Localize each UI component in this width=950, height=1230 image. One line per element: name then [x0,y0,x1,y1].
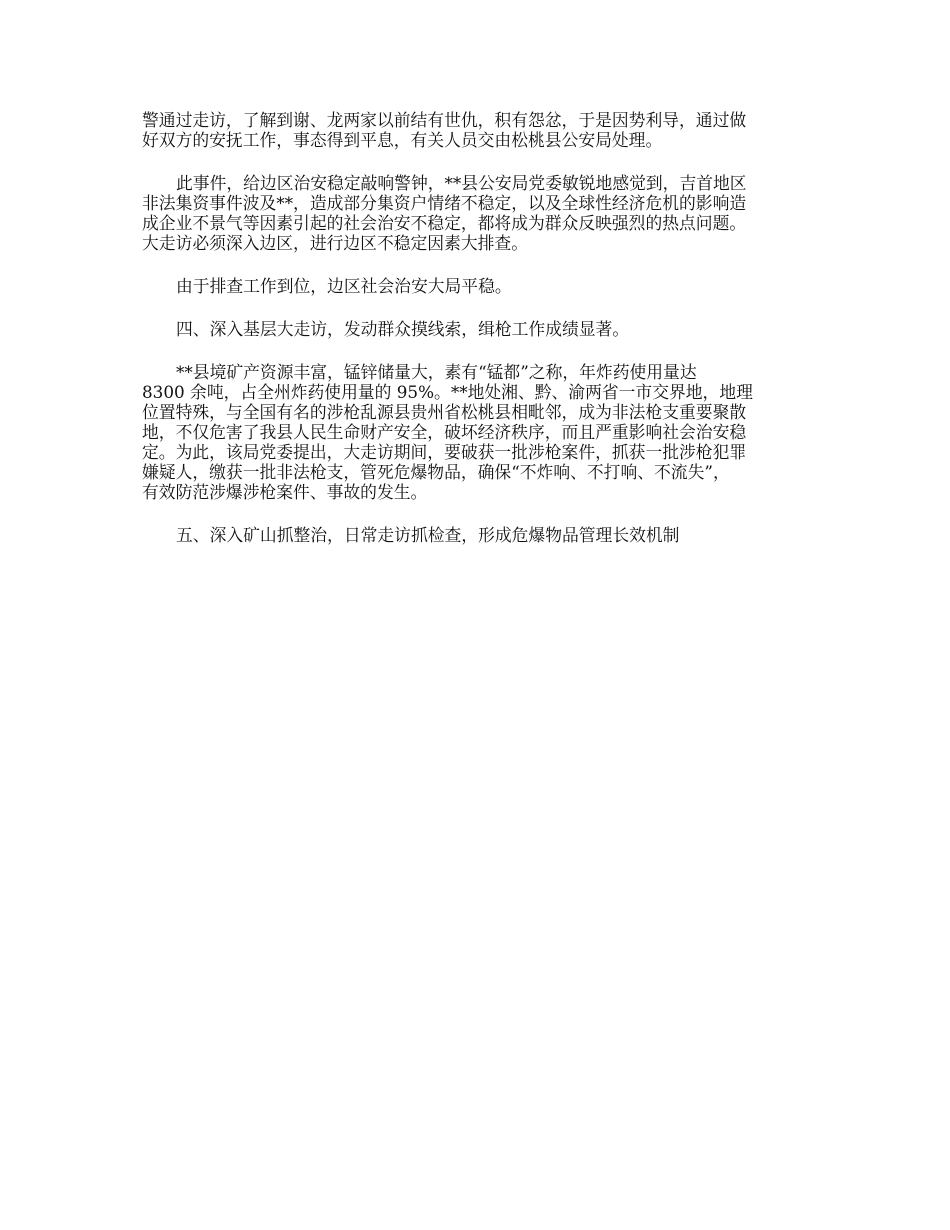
text-line: 成企业不景气等因素引起的社会治安不稳定，都将成为群众反映强烈的热点问题。 [142,213,747,233]
text-line: 地，不仅危害了我县人民生命财产安全，破坏经济秩序，而且严重影响社会治安稳 [142,422,747,442]
text-line: 四、深入基层大走访，发动群众摸线索，缉枪工作成绩显著。 [176,319,630,339]
text-line: 此事件，给边区治安稳定敲响警钟，**县公安局党委敏锐地感觉到，吉首地区 [176,173,747,193]
text-line: 由于排查工作到位，边区社会治安大局平稳。 [176,276,512,296]
text-line: 五、深入矿山抓整治，日常走访抓检查，形成危爆物品管理长效机制 [176,525,680,545]
text-line: 有效防范涉爆涉枪案件、事故的发生。 [142,482,428,502]
paragraph [142,362,817,502]
text-line: 位置特殊，与全国有名的涉枪乱源县贵州省松桃县相毗邻，成为非法枪支重要聚散 [142,402,747,422]
text-line: 嫌疑人，缴获一批非法枪支，管死危爆物品，确保“不炸响、不打响、不流失”， [142,462,730,482]
text-line: **县境矿产资源丰富，锰锌储量大，素有“锰都”之称，年炸药使用量达 [176,362,697,382]
text-line: 定。为此，该局党委提出，大走访期间，要破获一批涉枪案件，抓获一批涉枪犯罪 [142,442,747,462]
paragraph [142,173,817,253]
text-line: 警通过走访，了解到谢、龙两家以前结有世仇，积有怨忿，于是因势利导，通过做 [142,110,747,130]
paragraph [142,110,817,150]
document-body [142,110,817,568]
text-line: 大走访必须深入边区，进行边区不稳定因素大排查。 [142,233,528,253]
text-line: 8300 余吨，占全州炸药使用量的 95%。**地处湘、黔、渝两省一市交界地，地理 [142,382,753,402]
paragraph [142,525,817,545]
paragraph [142,319,817,339]
text-line: 好双方的安抚工作，事态得到平息，有关人员交由松桃县公安局处理。 [142,130,663,150]
paragraph [142,276,817,296]
text-line: 非法集资事件波及**，造成部分集资户情绪不稳定，以及全球性经济危机的影响造 [142,193,747,213]
